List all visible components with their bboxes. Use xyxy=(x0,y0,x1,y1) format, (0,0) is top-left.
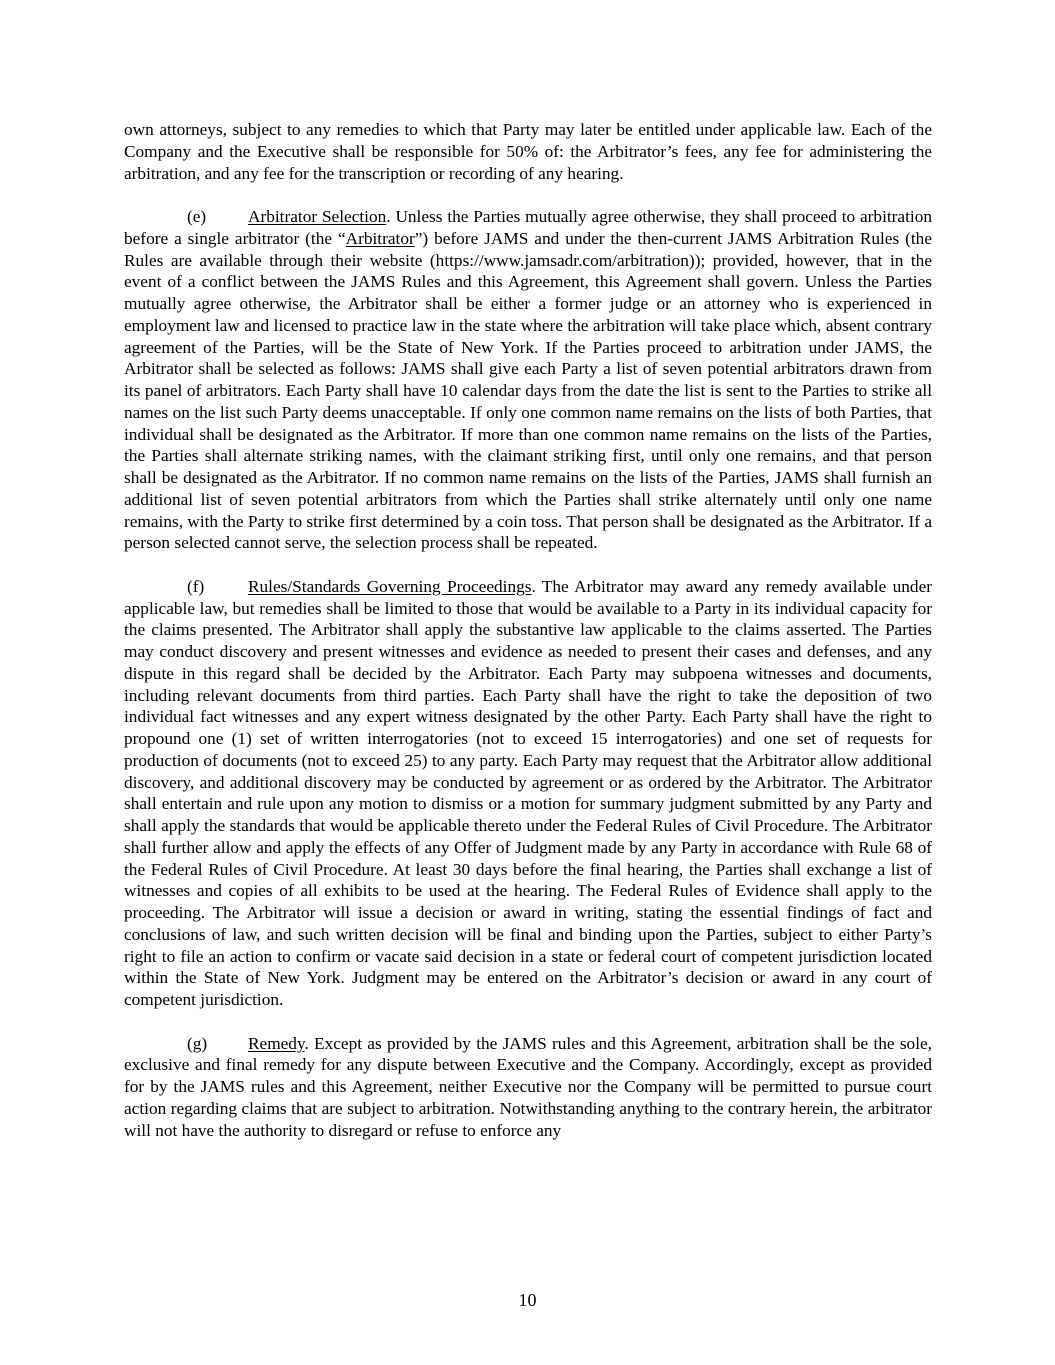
section-f-text: . The Arbitrator may award any remedy available under applicable law, but remedies shall be limited to those that would be available to a Party in its individual capacity for the claims presented. The Arbitrator shall apply the substantive law applicable to the claims asserted. The Parties may conduct discovery and present witnesses and evidence as needed to present their cases and defenses, and any dispute in this regard shall be decided by the Arbitrator. Each Party may subpoena witnesses and documents, including relevant documents from third parties. Each Party shall have the right to take the deposition of two individual fact witnesses and any expert witness designated by the other Party. Each Party shall have the right to propound one (1) set of written interrogatories (not to exceed 15 interrogatories) and one set of requests for production of documents (not to exceed 25) to any party. Each Party may request that the Arbitrator allow additional discovery, and additional discovery may be conducted by agreement or as ordered by the Arbitrator. The Arbitrator shall entertain and rule upon any motion to dismiss or a motion for summary judgment submitted by any Party and shall apply the standards that would be applicable thereto under the Federal Rules of Civil Procedure. The Arbitrator shall further allow and apply the effects of any Offer of Judgment made by any Party in accordance with Rule 68 of the Federal Rules of Civil Procedure. At least 30 days before the final hearing, the Parties shall exchange a list of witnesses and copies of all exhibits to be used at the hearing. The Federal Rules of Evidence shall apply to the proceeding. The Arbitrator will issue a decision or award in writing, stating the essential findings of fact and conclusions of law, and such written decision will be final and binding upon the Parties, subject to either Party’s right to file an action to confirm or vacate said decision in a state or federal court of competent jurisdiction located within the State of New York. Judgment may be entered on the Arbitrator’s decision or award in any court of competent jurisdiction. xyxy=(124,576,932,1009)
section-f-paragraph xyxy=(124,576,932,1011)
paragraph-spacer xyxy=(124,184,932,206)
section-f-label: (f) xyxy=(187,576,205,596)
section-g-label: (g) xyxy=(187,1033,208,1053)
document-page xyxy=(124,119,932,1141)
section-g-text: . Except as provided by the JAMS rules and this Agreement, arbitration shall be the sole, exclusive and final remedy for any dispute between Executive and the Company. Accordingly, except as provided for by the JAMS rules and this Agreement, neither Executive nor the Company will be permitted to pursue court action regarding claims that are subject to arbitration. Notwithstanding anything to the contrary herein, the arbitrator will not have the authority to disregard or refuse to enforce any xyxy=(124,1033,932,1140)
paragraph-spacer xyxy=(124,1011,932,1033)
section-g-heading: Remedy xyxy=(248,1033,305,1053)
paragraph-spacer xyxy=(124,554,932,576)
section-e-paragraph xyxy=(124,206,932,554)
intro-paragraph: own attorneys, subject to any remedies to which that Party may later be entitled under applicable law. Each of the Company and the Executive shall be responsible for 50% of: the Arbitrator’s fees, any fee for administering the arbitration, and any fee for the transcription or recording of any hearing. xyxy=(124,120,932,183)
section-f-heading: Rules/Standards Governing Proceedings xyxy=(248,576,532,596)
section-g-paragraph xyxy=(124,1033,932,1142)
section-e-label: (e) xyxy=(187,207,207,226)
page-number: 10 xyxy=(518,1290,537,1310)
section-e-heading: Arbitrator Selection xyxy=(248,207,387,226)
section-e-text-b: ”) before JAMS and under the then-current JAMS Arbitration Rules (the Rules are available through their website (https://www.jamsadr.com/arbitration)); provided, however, that in the event of a conflict between the JAMS Rules and this Agreement, this Agreement shall govern. Unless the Parties mutually agree otherwise, the Arbitrator shall be either a former judge or an attorney who is experienced in employment law and licensed to practice law in the state where the arbitration will take place which, absent contrary agreement of the Parties, will be the State of New York. If the Parties proceed to arbitration under JAMS, the Arbitrator shall be selected as follows: JAMS shall give each Party a list of seven potential arbitrators drawn from its panel of arbitrators. Each Party shall have 10 calendar days from the date the list is sent to the Parties to strike all names on the list such Party deems unacceptable. If only one common name remains on the lists of both Parties, that individual shall be designated as the Arbitrator. If more than one common name remains on the lists of the Parties, the Parties shall alternate striking names, with the claimant striking first, until only one remains, and that person shall be designated as the Arbitrator. If no common name remains on the lists of the Parties, JAMS shall furnish an additional list of seven potential arbitrators from which the Parties shall strike alternately until only one name remains, with the Party to strike first determined by a coin toss. That person shall be designated as the Arbitrator. If a person selected cannot serve, the selection process shall be repeated. xyxy=(124,228,932,553)
section-e-text-a: . Unless the Parties mutually agree otherwise, they shall proceed to arbitration before a single arbitrator (the “ xyxy=(124,207,932,248)
section-e-defined-term: Arbitrator xyxy=(345,228,415,248)
